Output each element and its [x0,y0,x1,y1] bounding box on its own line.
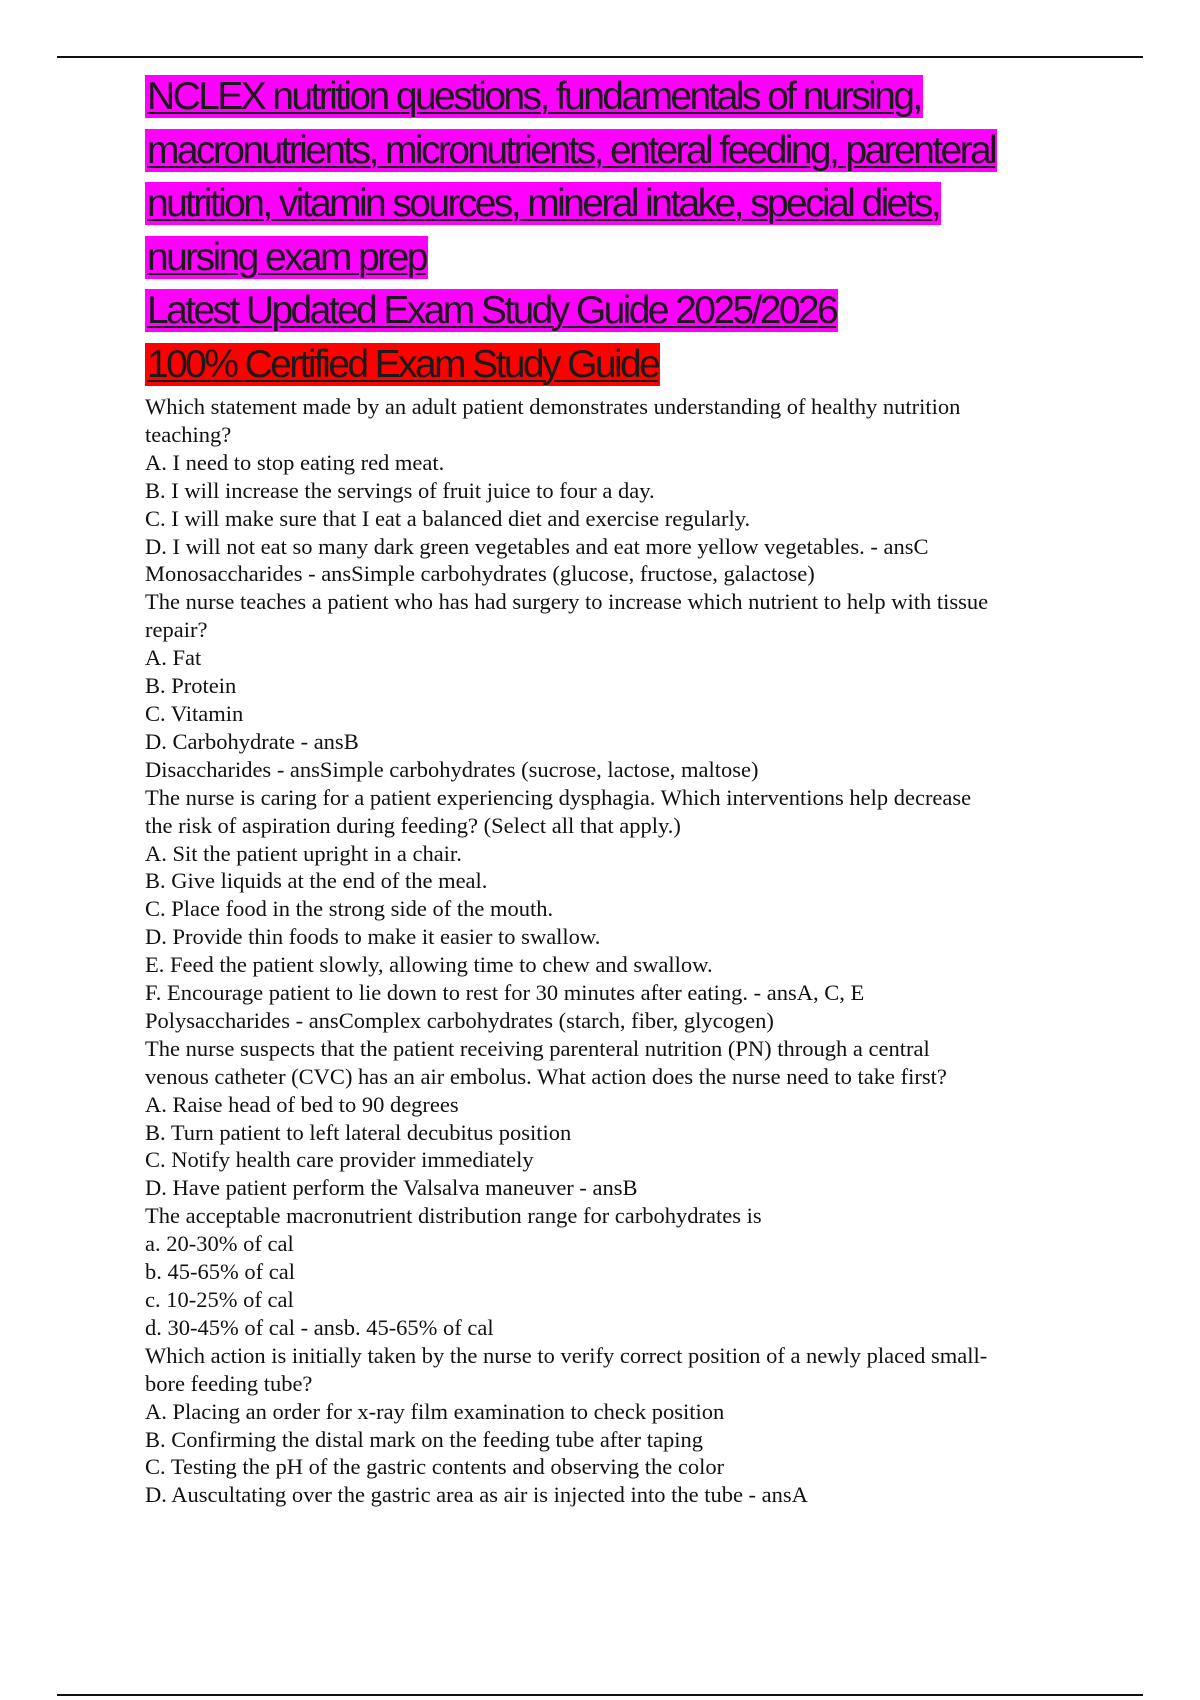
subtitle: Latest Updated Exam Study Guide 2025/2026 [147,289,837,332]
text-line: A. Placing an order for x-ray film examination to check position [145,1398,725,1424]
text-line: b. 45-65% of cal [145,1259,295,1285]
text-line: C. Vitamin [145,700,244,726]
title-line: nursing exam prep [147,235,426,279]
text-line: B. I will increase the servings of fruit juice to four a day. [145,477,655,503]
question-list [145,393,1065,1509]
text-line: B. Give liquids at the end of the meal. [145,868,488,894]
text-line: D. Carbohydrate - ansB [145,728,359,754]
title-line: nutrition, vitamin sources, mineral intake, special diets, [147,182,940,225]
title-line: macronutrients, micronutrients, enteral feeding, parenteral [147,128,996,172]
text-line: A. I need to stop eating red meat. [145,449,445,475]
text-line: The acceptable macronutrient distribution range for carbohydrates is [145,1203,762,1229]
text-line: C. I will make sure that I eat a balanced diet and exercise regularly. [145,505,751,531]
text-line: B. Confirming the distal mark on the feeding tube after taping [145,1426,703,1452]
text-line: Which statement made by an adult patient demonstrates understanding of healthy nutrition [145,394,961,419]
text-line: Polysaccharides - ansComplex carbohydrates (starch, fiber, glycogen) [145,1007,774,1033]
text-line: c. 10-25% of cal [145,1287,294,1312]
text-line: the risk of aspiration during feeding? (Select all that apply.) [145,812,681,838]
title-line: NCLEX nutrition questions, fundamentals of nursing, [147,75,921,118]
text-line: A. Fat [145,645,202,671]
text-line: C. Place food in the strong side of the mouth. [145,896,554,922]
top-rule [57,56,1143,58]
text-line: D. Provide thin foods to make it easier to swallow. [145,924,601,950]
text-line: Which action is initially taken by the nurse to verify correct position of a newly placed small- [145,1342,988,1368]
text-line: d. 30-45% of cal - ansb. 45-65% of cal [145,1314,494,1340]
text-line: repair? [145,617,208,643]
document-title [145,70,1065,391]
text-line: Disaccharides - ansSimple carbohydrates (sucrose, lactose, maltose) [145,756,759,782]
text-line: A. Sit the patient upright in a chair. [145,840,462,866]
bottom-rule [57,1694,1143,1696]
text-line: F. Encourage patient to lie down to rest for 30 minutes after eating. - ansA, C, E [145,980,865,1006]
text-line: The nurse teaches a patient who has had surgery to increase which nutrient to help with tissue [145,589,989,615]
text-line: A. Raise head of bed to 90 degrees [145,1091,459,1117]
text-line: bore feeding tube? [145,1370,313,1396]
text-line: C. Testing the pH of the gastric contents and observing the color [145,1454,725,1480]
text-line: venous catheter (CVC) has an air embolus. What action does the nurse need to take first? [145,1063,947,1089]
text-line: D. Auscultating over the gastric area as air is injected into the tube - ansA [145,1482,808,1508]
text-line: Monosaccharides - ansSimple carbohydrates (glucose, fructose, galactose) [145,561,815,587]
text-line: The nurse is caring for a patient experiencing dysphagia. Which interventions help decrease [145,784,972,810]
text-line: B. Turn patient to left lateral decubitus position [145,1119,572,1145]
text-line: B. Protein [145,673,237,699]
text-line: D. I will not eat so many dark green vegetables and eat more yellow vegetables. - ansC [145,533,929,559]
text-line: a. 20-30% of cal [145,1231,294,1257]
certified-banner: 100% Certified Exam Study Guide [147,342,659,386]
text-line: D. Have patient perform the Valsalva maneuver - ansB [145,1175,638,1201]
text-line: C. Notify health care provider immediately [145,1147,534,1173]
page-content [145,70,1065,1509]
text-line: teaching? [145,421,232,447]
text-line: The nurse suspects that the patient receiving parenteral nutrition (PN) through a central [145,1035,930,1061]
text-line: E. Feed the patient slowly, allowing time to chew and swallow. [145,952,713,978]
